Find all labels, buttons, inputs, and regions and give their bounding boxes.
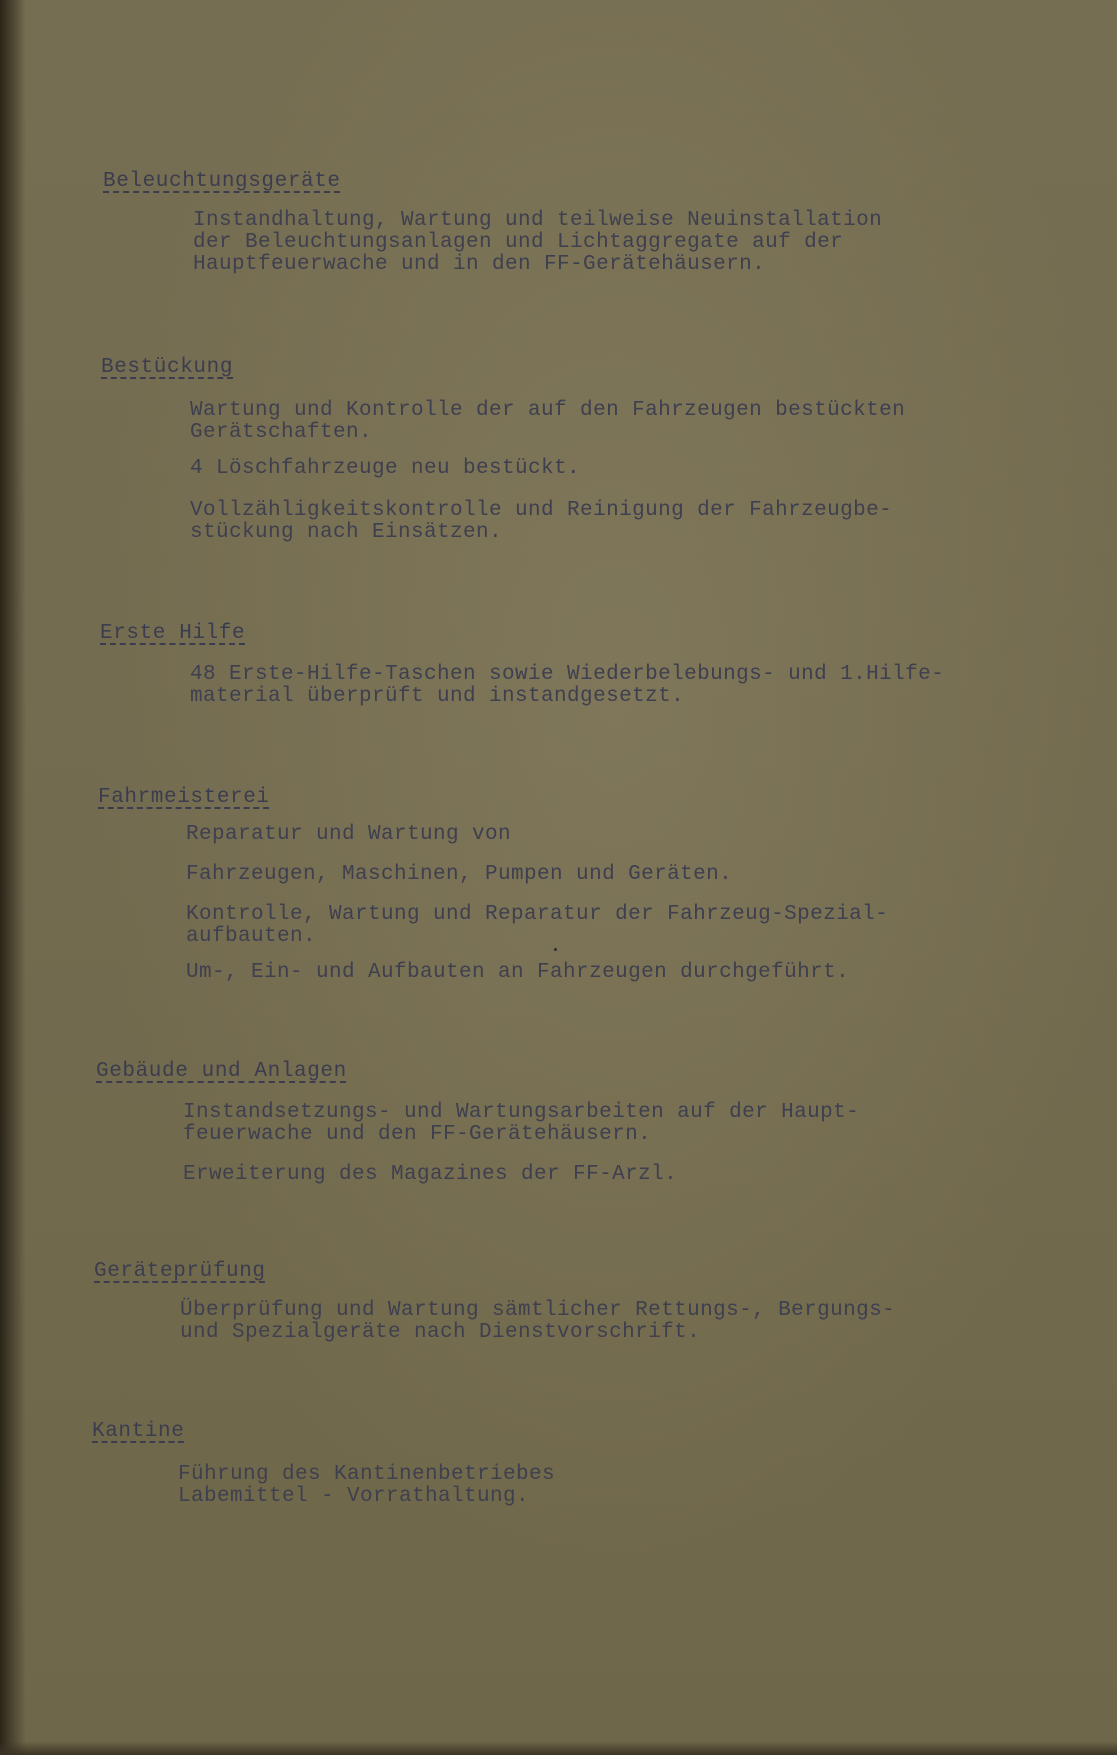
- section-paragraph: [193, 210, 882, 276]
- text-line: 48 Erste-Hilfe-Taschen sowie Wiederbelebungs- und 1.Hilfe-: [190, 663, 945, 686]
- text-line: aufbauten.: [186, 925, 317, 948]
- section-paragraph: [190, 400, 905, 444]
- text-line: Fahrzeugen, Maschinen, Pumpen und Geräten.: [186, 863, 733, 886]
- text-line: Überprüfung und Wartung sämtlicher Rettungs-, Bergungs-: [180, 1299, 896, 1322]
- section-paragraph: [186, 864, 732, 886]
- text-line: feuerwache und den FF-Gerätehäusern.: [183, 1123, 652, 1146]
- text-line: material überprüft und instandgesetzt.: [190, 685, 685, 708]
- section-paragraph: [190, 500, 892, 544]
- section-paragraph: [178, 1464, 555, 1508]
- text-line: Um-, Ein- und Aufbauten an Fahrzeugen durchgeführt.: [186, 961, 850, 984]
- bottom-edge-shadow: [0, 1741, 1117, 1755]
- text-line: Labemittel - Vorrathaltung.: [178, 1485, 530, 1508]
- section-paragraph: [186, 824, 511, 846]
- text-line: Vollzähligkeitskontrolle und Reinigung der Fahrzeugbe-: [190, 499, 893, 522]
- text-line: Reparatur und Wartung von: [186, 823, 512, 846]
- text-line: Hauptfeuerwache und in den FF-Gerätehäusern.: [193, 253, 766, 276]
- section-heading-geraetepruefung: Geräteprüfung: [94, 1260, 266, 1283]
- section-paragraph: [186, 904, 888, 948]
- text-line: Instandsetzungs- und Wartungsarbeiten auf der Haupt-: [183, 1101, 860, 1124]
- section-paragraph: [190, 458, 580, 480]
- text-line: Kontrolle, Wartung und Reparatur der Fahrzeug-Spezial-: [186, 903, 889, 926]
- section-paragraph: [186, 962, 849, 984]
- section-heading-bestueckung: Bestückung: [101, 356, 234, 379]
- text-line: Gerätschaften.: [190, 421, 373, 444]
- section-paragraph: [183, 1164, 677, 1186]
- binding-shadow: [0, 0, 26, 1755]
- text-line: der Beleuchtungsanlagen und Lichtaggregate auf der: [193, 231, 844, 254]
- ink-speck: [554, 948, 557, 951]
- text-line: Erweiterung des Magazines der FF-Arzl.: [183, 1163, 678, 1186]
- section-paragraph: [183, 1102, 859, 1146]
- section-paragraph: [190, 664, 944, 708]
- section-heading-gebaeude-und-anlagen: Gebäude und Anlagen: [96, 1060, 347, 1083]
- text-line: stückung nach Einsätzen.: [190, 521, 503, 544]
- text-line: Führung des Kantinenbetriebes: [178, 1463, 556, 1486]
- text-line: Wartung und Kontrolle der auf den Fahrzeugen bestückten: [190, 399, 906, 422]
- text-line: 4 Löschfahrzeuge neu bestückt.: [190, 457, 581, 480]
- section-paragraph: [180, 1300, 895, 1344]
- section-heading-kantine: Kantine: [92, 1420, 185, 1443]
- text-line: Instandhaltung, Wartung und teilweise Neuinstallation: [193, 209, 883, 232]
- section-heading-erste-hilfe: Erste Hilfe: [100, 622, 246, 645]
- text-line: und Spezialgeräte nach Dienstvorschrift.: [180, 1321, 701, 1344]
- section-heading-beleuchtungsgeraete: Beleuchtungsgeräte: [103, 170, 341, 193]
- section-heading-fahrmeisterei: Fahrmeisterei: [98, 786, 270, 809]
